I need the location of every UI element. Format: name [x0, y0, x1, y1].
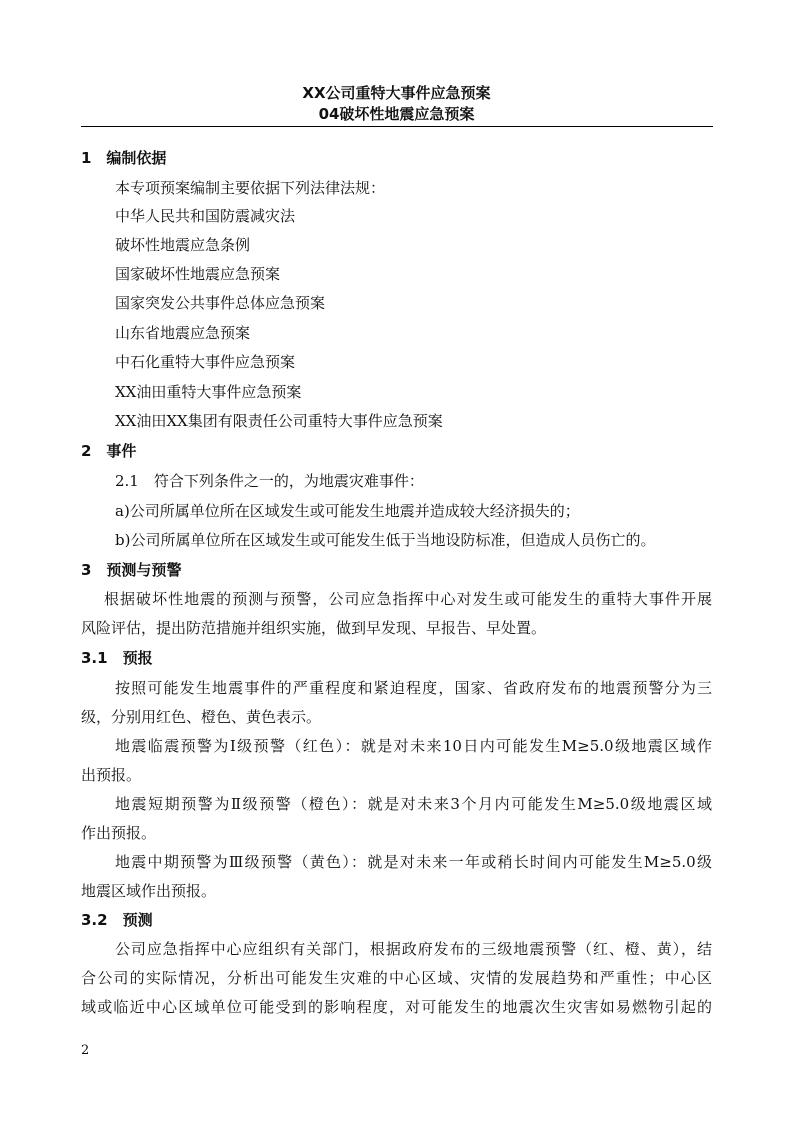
section-2-line: a)公司所属单位所在区域发生或可能发生地震并造成较大经济损失的； — [115, 502, 580, 520]
section-1-intro: 本专项预案编制主要依据下列法律法规： — [115, 179, 386, 197]
section-3-2-line: 域或临近中心区域单位可能受到的影响程度，对可能发生的地震次生灾害如易燃物引起的 — [81, 998, 712, 1016]
section-3-heading: 3 预测与预警 — [81, 561, 182, 579]
header-rule — [81, 126, 713, 127]
law-item: 中石化重特大事件应急预案 — [115, 353, 296, 371]
law-item: 国家破坏性地震应急预案 — [115, 265, 281, 283]
section-3-1-line: 作出预报。 — [81, 824, 157, 842]
section-3-1-line: 地震临震预警为Ⅰ级预警（红色）：就是对未来10日内可能发生M≥5.0级地震区域作 — [115, 737, 712, 755]
section-3-2-line: 合公司的实际情况，分析出可能发生灾难的中心区域、灾情的发展趋势和严重性；中心区 — [81, 969, 712, 987]
section-1-heading: 1 编制依据 — [81, 149, 167, 167]
document-title: XX公司重特大事件应急预案 — [302, 84, 491, 102]
section-3-2-heading: 3.2 预测 — [81, 911, 153, 929]
law-item: 山东省地震应急预案 — [115, 324, 251, 342]
section-2-line: b)公司所属单位所在区域发生或可能发生低于当地设防标准，但造成人员伤亡的。 — [115, 531, 656, 549]
section-3-1-line: 地震中期预警为Ⅲ级预警（黄色）：就是对未来一年或稍长时间内可能发生M≥5.0级 — [115, 853, 712, 871]
law-item: 中华人民共和国防震减灾法 — [115, 207, 296, 225]
document-subtitle: 04破坏性地震应急预案 — [318, 105, 475, 123]
law-item: 破坏性地震应急条例 — [115, 236, 251, 254]
section-3-1-line: 按照可能发生地震事件的严重程度和紧迫程度，国家、省政府发布的地震预警分为三 — [115, 679, 712, 697]
section-3-2-line: 公司应急指挥中心应组织有关部门，根据政府发布的三级地震预警（红、橙、黄），结 — [115, 940, 712, 958]
section-2-line: 2.1 符合下列条件之一的，为地震灾难事件： — [115, 472, 424, 490]
page-number: 2 — [81, 1043, 90, 1058]
section-3-1-heading: 3.1 预报 — [81, 649, 153, 667]
section-3-1-line: 级，分别用红色、橙色、黄色表示。 — [81, 708, 322, 726]
law-item: XX油田XX集团有限责任公司重特大事件应急预案 — [115, 412, 443, 430]
section-2-heading: 2 事件 — [81, 442, 137, 460]
section-3-line: 根据破坏性地震的预测与预警，公司应急指挥中心对发生或可能发生的重特大事件开展 — [104, 590, 712, 608]
section-3-1-line: 地震短期预警为Ⅱ级预警（橙色）：就是对未来3个月内可能发生M≥5.0级地震区域 — [115, 795, 712, 813]
section-3-1-line: 地震区域作出预报。 — [81, 882, 217, 900]
section-3-1-line: 出预报。 — [81, 766, 142, 784]
law-item: 国家突发公共事件总体应急预案 — [115, 294, 326, 312]
section-3-line: 风险评估，提出防范措施并组织实施，做到早发现、早报告、早处置。 — [81, 619, 547, 637]
law-item: XX油田重特大事件应急预案 — [115, 383, 302, 401]
